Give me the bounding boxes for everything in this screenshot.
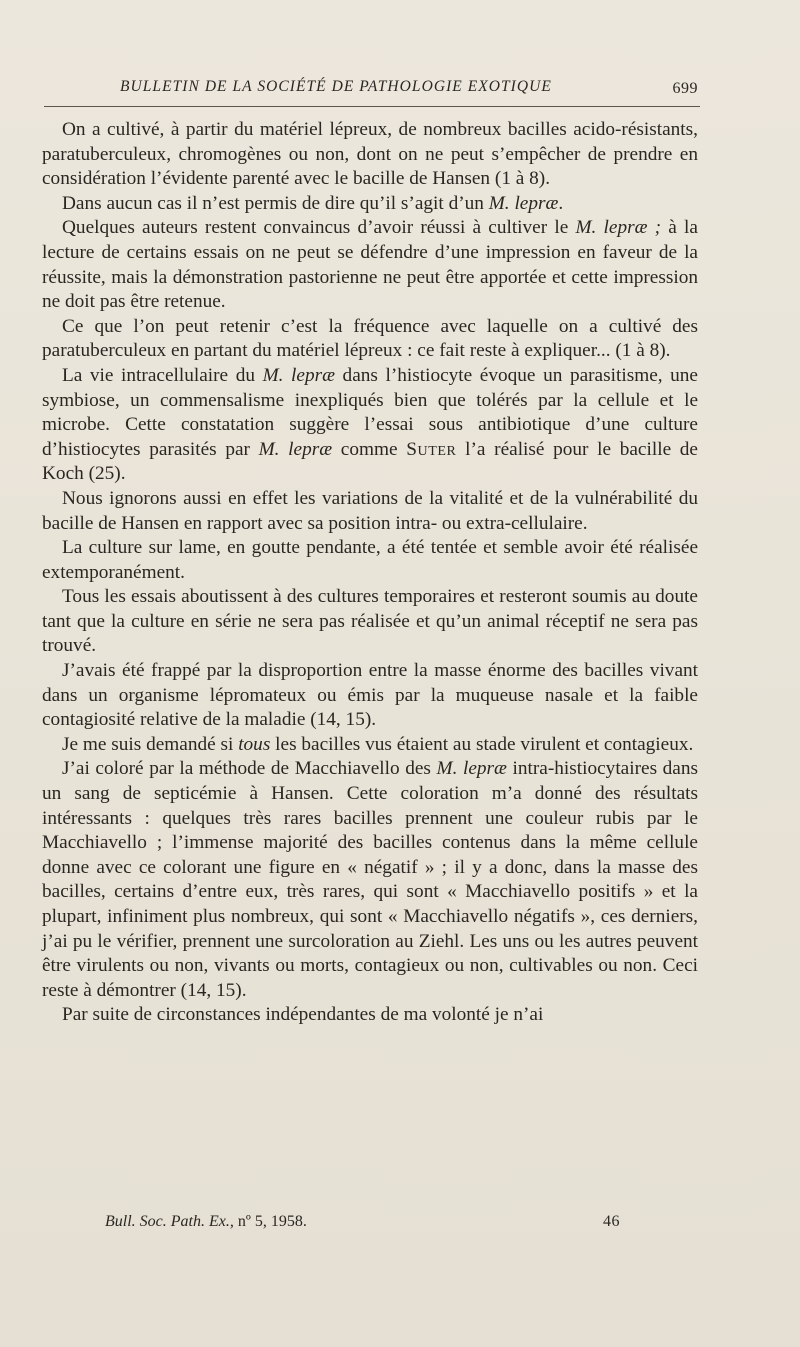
paragraph: Par suite de circonstances indépendantes de ma volonté je n’ai	[62, 1004, 544, 1026]
paragraph: Je me suis demandé si tous les bacilles vus étaient au stade virulent et contagieux.	[62, 733, 694, 755]
paragraph: On a cultivé, à partir du matériel lépreux, de nombreux bacilles acido-résistants, paratuberculeux, chromogènes ou non, dont on ne peut s’empêcher de prendre en considération l’évidente parenté avec le bacille de Hansen (1 à 8).	[42, 119, 698, 190]
paragraph: Dans aucun cas il n’est permis de dire qu’il s’agit d’un M. lepræ.	[62, 192, 564, 214]
page-header	[120, 78, 700, 102]
header-rule	[44, 106, 700, 107]
paragraph: Nous ignorons aussi en effet les variations de la vitalité et de la vulnérabilité du bacille de Hansen en rapport avec sa position intra- ou extra-cellulaire.	[42, 487, 698, 534]
paragraph: Ce que l’on peut retenir c’est la fréquence avec laquelle on a cultivé des paratuberculeux en partant du matériel lépreux : ce fait reste à expliquer... (1 à 8).	[42, 315, 698, 362]
page-footer	[105, 1213, 685, 1235]
paragraph: J’ai coloré par la méthode de Macchiavello des M. lepræ intra-histiocytaires dans un sang de septicémie à Hansen. Cette coloration m’a donné des résultats intéressants : quelques très rares bacilles prennent une couleur rubis par le Macchiavello ; l’immense majorité des bacilles contenus dans la même cellule donne avec ce colorant une figure en « négatif » ; il y a donc, dans la masse des bacilles, certains d’entre eux, très rares, qui sont « Macchiavello positifs » et la plupart, infiniment plus nombreux, qui sont « Macchiavello négatifs », ces derniers, j’ai pu le vérifier, prennent une surcoloration au Ziehl. Les uns ou les autres peuvent être virulents ou non, vivants ou morts, contagieux ou non, cultivables ou non. Ceci reste à démontrer (14, 15).	[42, 758, 699, 1001]
signature-number: 46	[603, 1213, 620, 1230]
paragraph: La vie intracellulaire du M. lepræ dans l’histiocyte évoque un parasitisme, une symbiose, un commensalisme inexpliqués bien que tolérés par la cellule et le microbe. Cette constatation suggère l’essai sous antibiotique d’une culture d’histiocytes parasités par M. lepræ comme Suter l’a réalisé pour le bacille de Koch (25).	[42, 364, 698, 485]
paragraph: Tous les essais aboutissent à des cultures temporaires et resteront soumis au doute tant que la culture en série ne sera pas réalisée et qu’un animal réceptif ne sera pas trouvé.	[42, 586, 698, 657]
body-text	[42, 118, 698, 1028]
page-number: 699	[672, 80, 698, 97]
paragraph: La culture sur lame, en goutte pendante, a été tentée et semble avoir été réalisée extemporanément.	[42, 537, 698, 583]
journal-reference: Bull. Soc. Path. Ex., nº 5, 1958.	[105, 1213, 307, 1230]
paragraph: Quelques auteurs restent convaincus d’avoir réussi à cultiver le M. lepræ ; à la lecture de certains essais on ne peut se défendre d’une impression en faveur de la réussite, mais la démonstration pastorienne ne peut être apportée et cette impression ne doit pas être retenue.	[42, 217, 698, 313]
paragraph: J’avais été frappé par la disproportion entre la masse énorme des bacilles vivant dans un organisme lépromateux ou émis par la muqueuse nasale et la faible contagiosité relative de la maladie (14, 15).	[42, 660, 698, 731]
running-title: BULLETIN DE LA SOCIÉTÉ DE PATHOLOGIE EXOTIQUE	[120, 78, 552, 95]
